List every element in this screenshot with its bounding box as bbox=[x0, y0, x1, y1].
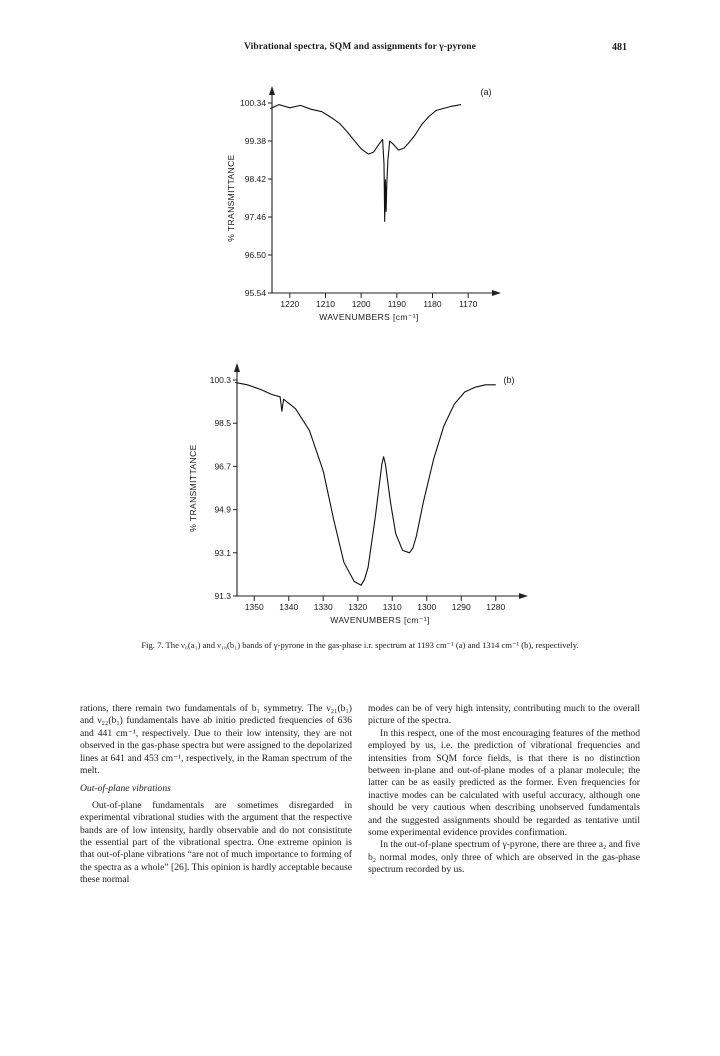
x-tick-label: 1330 bbox=[313, 602, 333, 612]
x-tick-label: 1300 bbox=[417, 602, 437, 612]
x-axis-label: WAVENUMBERS [cm⁻¹] bbox=[330, 615, 430, 625]
y-axis-label: % TRANSMITTANCE bbox=[226, 154, 236, 242]
body-column-right bbox=[368, 703, 640, 877]
x-tick-label: 1310 bbox=[382, 602, 402, 612]
x-axis-arrow bbox=[519, 593, 528, 599]
x-tick-label: 1210 bbox=[316, 299, 335, 309]
page-number: 481 bbox=[612, 42, 627, 53]
y-tick-label: 97.46 bbox=[244, 212, 266, 222]
y-tick-label: 95.54 bbox=[244, 288, 266, 298]
running-head: Vibrational spectra, SQM and assignments for γ-pyrone bbox=[243, 42, 477, 52]
plot-area bbox=[188, 363, 528, 625]
paragraph: Out-of-plane fundamentals are sometimes disregarded in experimental vibrational studies with the argument that the respective bands are of low intensity, hardly observable and do not consistitute the essential part of the vibrational spectra. One extreme opinion is that out-of-plane vibrations “are not of much importance to forming of the spectra as a whole” [26]. This opinion is hardly acceptable because these normal bbox=[80, 799, 352, 886]
paragraph: In the out-of-plane spectrum of γ-pyrone, there are three a₂ and five b₂ normal modes, only three of which are observed in the gas-phase spectrum recorded by us. bbox=[368, 839, 640, 876]
x-tick-label: 1280 bbox=[486, 602, 506, 612]
x-axis-label: WAVENUMBERS [cm⁻¹] bbox=[319, 312, 419, 322]
figure-caption: Fig. 7. The ν₆(a₁) and ν₁₈(b₁) bands of γ-pyrone in the gas-phase i.r. spectrum at 1193 cm⁻¹ (a) and 1314 cm⁻¹ (b), respectively. bbox=[141, 640, 579, 650]
y-tick-label: 100.34 bbox=[240, 98, 266, 108]
x-tick-label: 1350 bbox=[244, 602, 264, 612]
y-tick-label: 96.50 bbox=[244, 250, 266, 260]
y-tick-label: 99.38 bbox=[244, 136, 266, 146]
x-tick-label: 1290 bbox=[451, 602, 471, 612]
y-tick-label: 96.7 bbox=[214, 461, 231, 472]
y-tick-label: 100.3 bbox=[209, 375, 231, 385]
section-heading: Out-of-plane vibrations bbox=[80, 783, 171, 795]
x-tick-label: 1200 bbox=[351, 299, 371, 309]
paragraph: modes can be of very high intensity, contributing much to the overall picture of the spectra. bbox=[368, 703, 640, 727]
x-tick-label: 1320 bbox=[348, 602, 368, 612]
body-column-left bbox=[80, 703, 352, 887]
y-axis-arrow bbox=[234, 363, 240, 372]
x-tick-label: 1340 bbox=[279, 602, 299, 612]
panel-label: (b) bbox=[503, 375, 515, 385]
y-tick-label: 98.5 bbox=[214, 418, 231, 429]
y-tick-label: 94.9 bbox=[214, 504, 231, 515]
paragraph: In this respect, one of the most encouraging features of the method employed by us, i.e. the prediction of vibrational frequencies and intensities from SQM force fields, is that there is no distinction between in-plane and out-of-plane modes of a planar molecule; the latter can be as easily predicted as the former. Even frequencies for inactive modes can be calculated with useful accuracy, although one should be very cautious when describing unobserved fundamentals and the suggested assignments should be regarded as tentative until some experimental evidence provides confirmation. bbox=[368, 727, 640, 839]
x-tick-label: 1180 bbox=[423, 299, 442, 309]
y-tick-label: 91.3 bbox=[214, 591, 231, 601]
x-tick-label: 1190 bbox=[387, 299, 406, 309]
paragraph: rations, there remain two fundamentals of b₁ symmetry. The ν₂₁(b₁) and ν₂₂(b₁) fundamentals have ab initio predicted frequencies of 636 and 441 cm⁻¹, respectively. Due to their low intensity, they are not observed in the gas-phase spectra but were assigned to the depolarized lines at 641 and 453 cm⁻¹, respectively, in the Raman spectrum of the melt. bbox=[80, 703, 352, 777]
x-tick-label: 1220 bbox=[280, 299, 300, 309]
y-axis-label: % TRANSMITTANCE bbox=[188, 444, 198, 532]
panel-label: (a) bbox=[480, 87, 492, 97]
y-tick-label: 98.42 bbox=[244, 174, 266, 184]
spectrum-line bbox=[235, 382, 496, 585]
y-tick-label: 93.1 bbox=[214, 547, 231, 558]
x-tick-label: 1170 bbox=[459, 299, 478, 309]
